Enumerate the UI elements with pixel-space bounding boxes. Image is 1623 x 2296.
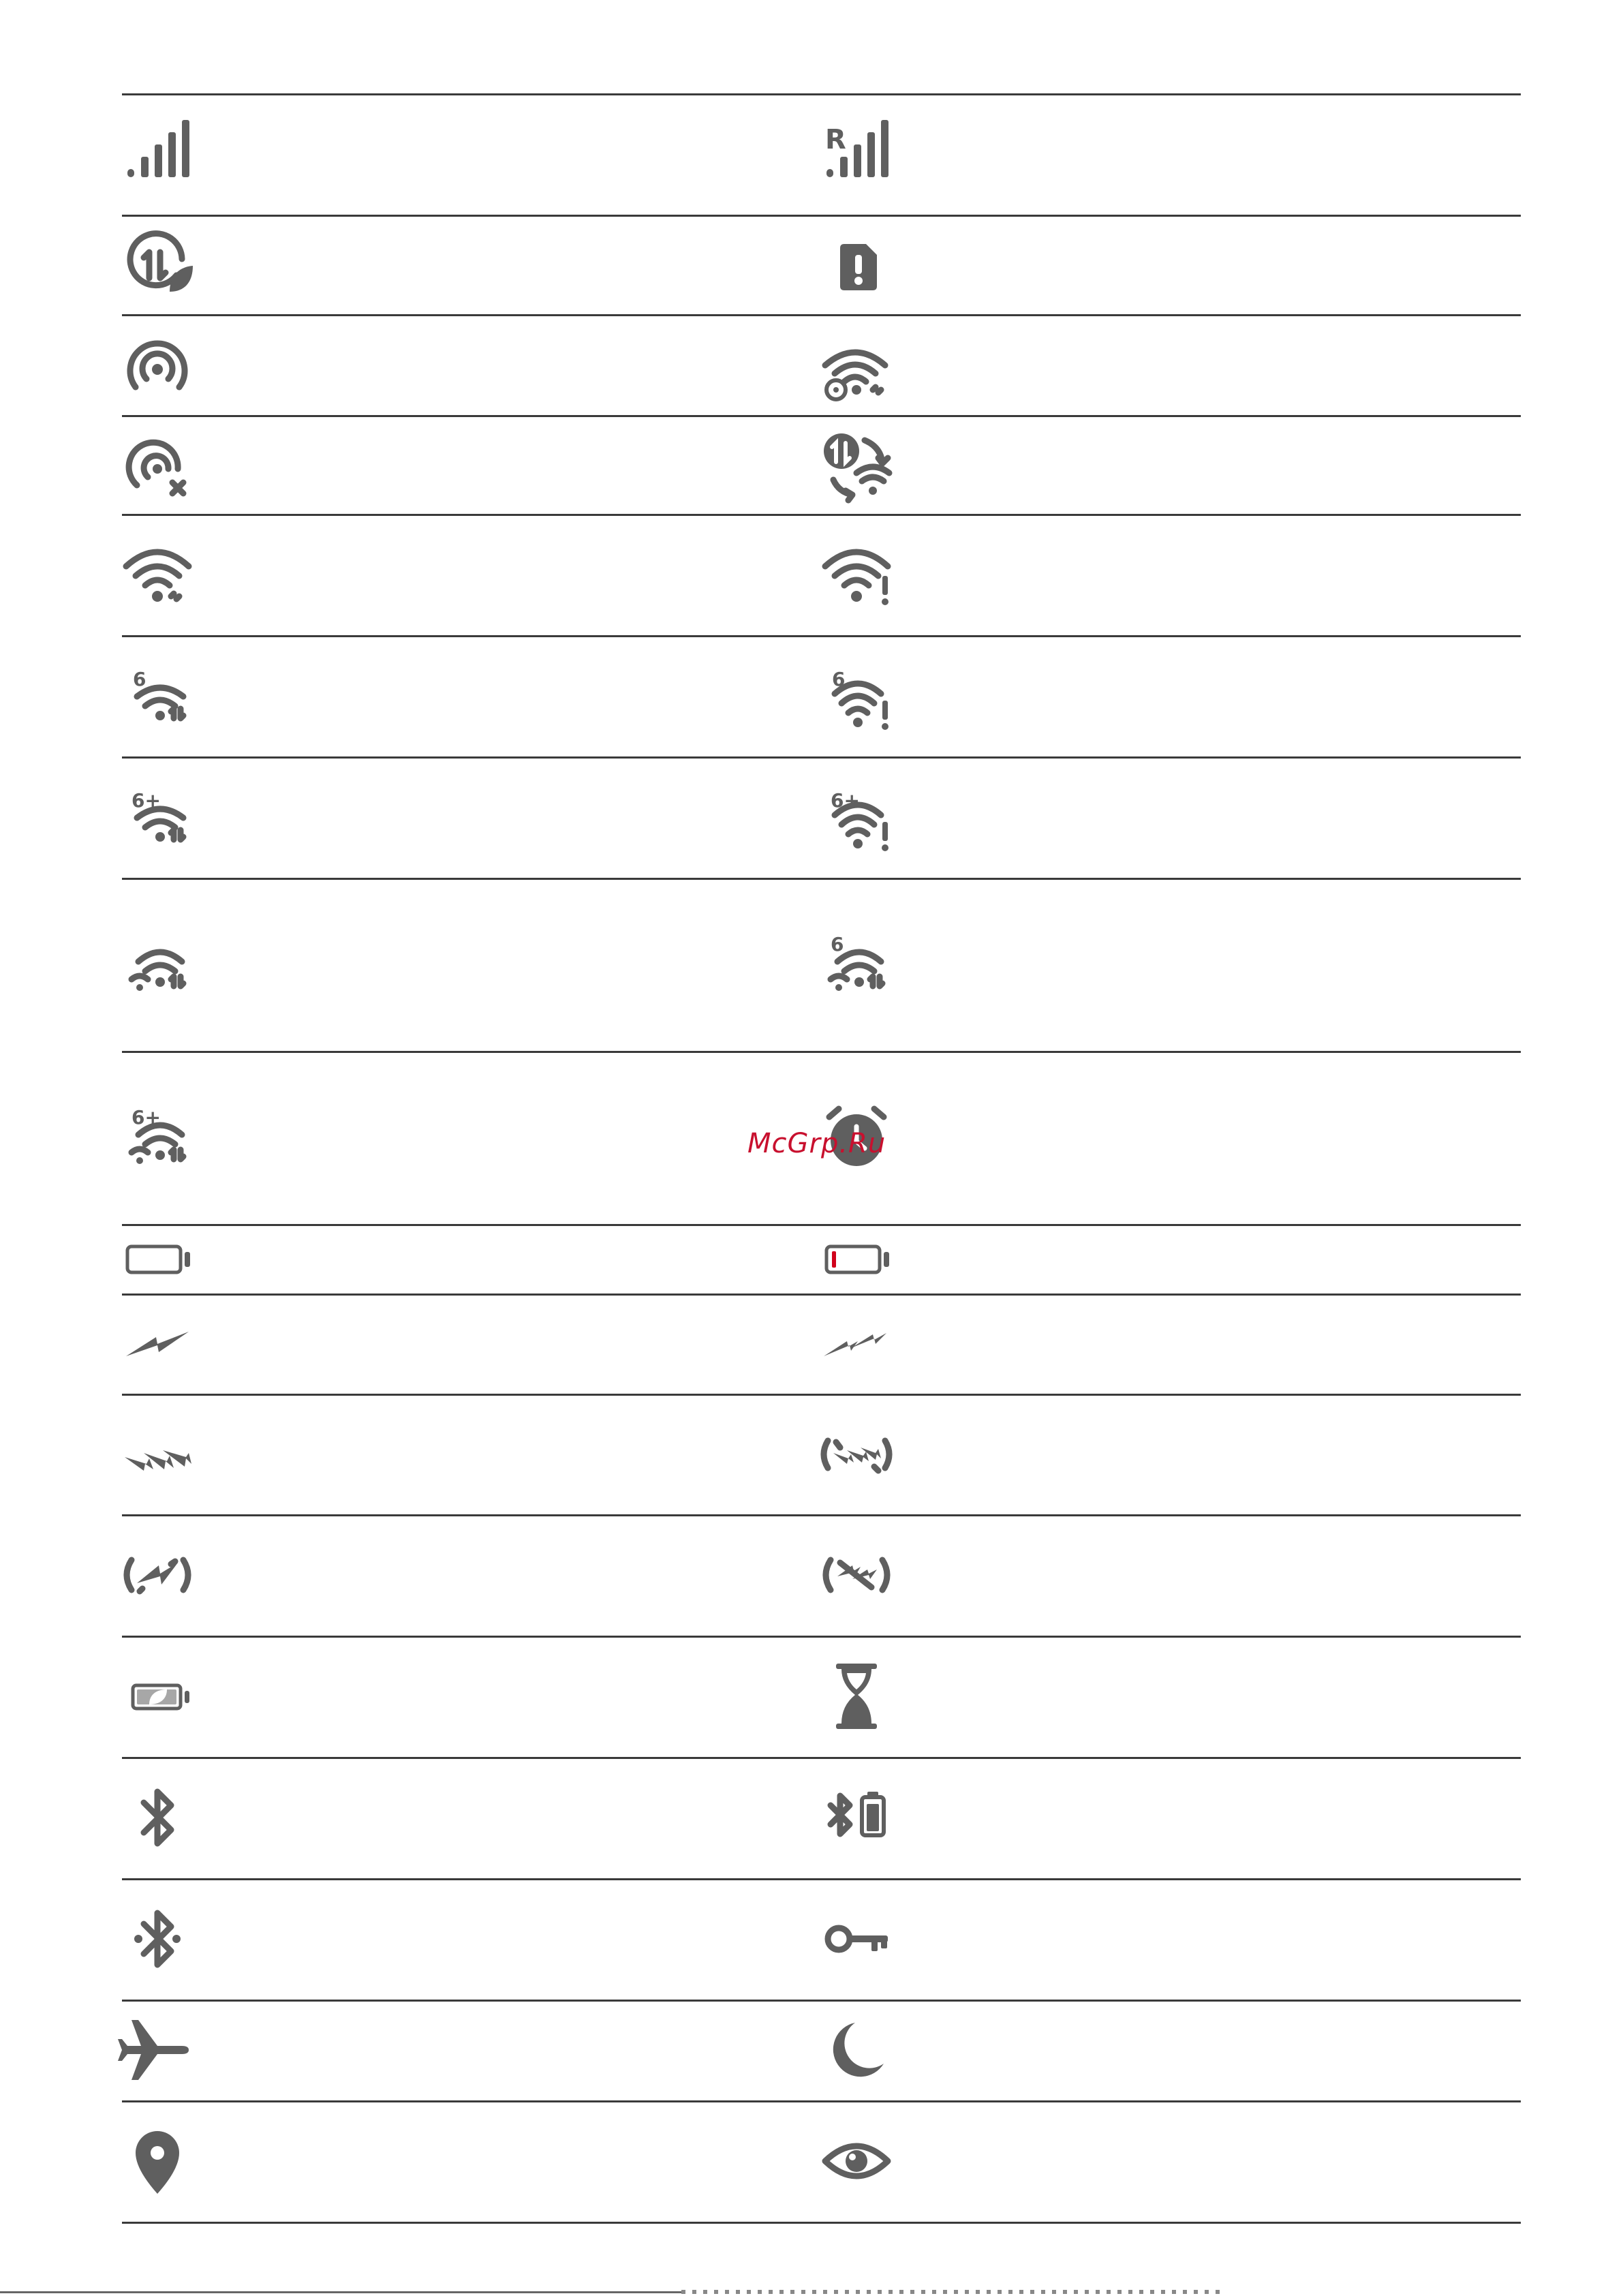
svg-text:6: 6 (831, 933, 844, 955)
svg-text:R: R (825, 124, 846, 155)
power-saving-icon (117, 1655, 198, 1737)
eye-comfort-icon (816, 2120, 897, 2202)
svg-text:6+: 6+ (831, 789, 860, 812)
charging-icon (117, 1302, 198, 1383)
table-rule (122, 93, 1521, 95)
svg-text:6: 6 (133, 668, 146, 690)
quick-charging-icon (816, 1302, 897, 1383)
bluetooth-battery-icon (816, 1777, 897, 1858)
dual-wifi-6-plus-connected-icon (117, 1097, 198, 1178)
table-rule (122, 1394, 1521, 1396)
table-rule (122, 2100, 1521, 2102)
do-not-disturb-icon (816, 2009, 897, 2091)
dual-wifi-connected-icon (117, 923, 198, 1005)
page-bottom-dots (681, 2290, 1226, 2294)
digital-balance-icon (816, 1655, 897, 1737)
watermark: McGrp.Ru (747, 1128, 886, 1159)
table-rule (122, 1757, 1521, 1759)
wifi-6-no-internet-icon (816, 654, 897, 736)
wireless-charging-icon (117, 1534, 198, 1616)
battery-low-icon (816, 1218, 897, 1300)
svg-text:6+: 6+ (132, 1106, 161, 1129)
table-rule (122, 1514, 1521, 1516)
page-bottom-rule (0, 2291, 681, 2293)
hotspot-connected-icon (117, 324, 198, 406)
hotspot-wifi-connected-icon (816, 324, 897, 406)
quick-wireless-charging-icon (816, 1534, 897, 1616)
svg-text:6+: 6+ (132, 789, 161, 812)
table-rule (122, 1878, 1521, 1880)
super-wireless-charging-icon (816, 1413, 897, 1495)
signal-strength-icon (117, 112, 198, 194)
table-rule (122, 314, 1521, 316)
roaming-signal-icon (816, 112, 897, 194)
super-charging-icon (117, 1413, 198, 1495)
vpn-key-icon (816, 1898, 897, 1980)
wifi-6-plus-connected-icon (117, 776, 198, 857)
wifi-plus-mobile-data-icon (816, 424, 897, 506)
location-icon (117, 2120, 198, 2202)
table-rule (122, 215, 1521, 217)
table-rule (122, 756, 1521, 759)
data-saver-icon (117, 224, 198, 305)
table-rule (122, 514, 1521, 516)
table-rule (122, 1636, 1521, 1638)
table-rule (122, 2000, 1521, 2002)
bluetooth-icon (117, 1777, 198, 1858)
hotspot-disconnected-icon (117, 424, 198, 506)
table-rule (122, 415, 1521, 417)
svg-text:6: 6 (832, 668, 846, 690)
table-rule (122, 1051, 1521, 1053)
wifi-no-internet-icon (816, 534, 897, 615)
wifi-6-plus-no-internet-icon (816, 776, 897, 857)
wifi-connected-icon (117, 534, 198, 615)
table-rule (122, 878, 1521, 880)
airplane-mode-icon (117, 2009, 198, 2091)
table-rule (122, 635, 1521, 637)
table-rule (122, 2222, 1521, 2224)
dual-wifi-6-connected-icon (816, 923, 897, 1005)
wifi-6-connected-icon (117, 654, 198, 736)
bluetooth-connected-icon (117, 1898, 198, 1980)
no-sim-card-icon (816, 224, 897, 305)
battery-empty-icon (117, 1218, 198, 1300)
